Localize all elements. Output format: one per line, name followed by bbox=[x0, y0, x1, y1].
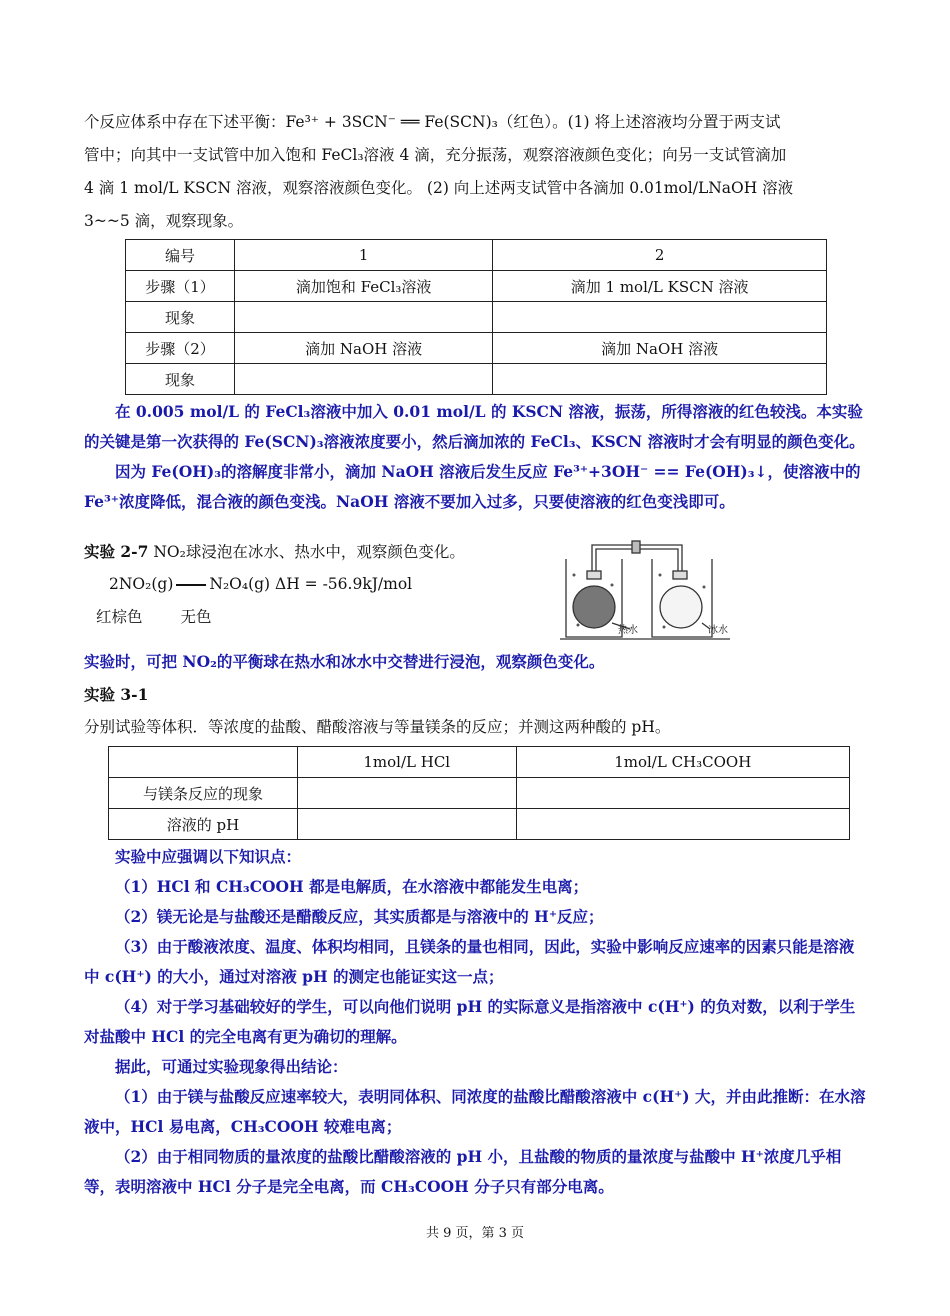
table-cell bbox=[493, 302, 827, 333]
color-labels bbox=[96, 601, 212, 634]
note-paragraph-2: 因为 Fe(OH)₃的溶解度非常小，滴加 NaOH 溶液后发生反应 Fe³⁺+3OH⁻ == Fe(OH)₃↓，使溶液中的 Fe³⁺浓度降低，混合液的颜色变浅。NaOH 溶液不要加入过多，只要使溶液的红色变浅即可。 bbox=[84, 462, 861, 511]
table-row bbox=[126, 240, 827, 271]
table-header-cell bbox=[109, 747, 298, 778]
table-cell: 步骤（1） bbox=[126, 271, 235, 302]
table-cell: 滴加 NaOH 溶液 bbox=[493, 333, 827, 364]
knowledge-line: 据此，可通过实验现象得出结论： bbox=[115, 1057, 348, 1076]
table-cell bbox=[516, 809, 850, 840]
table-cell: 步骤（2） bbox=[126, 333, 235, 364]
knowledge-line: （2）由于相同物质的量浓度的盐酸比醋酸溶液的 pH 小，且盐酸的物质的量浓度与盐酸中 H⁺浓度几乎相等，表明溶液中 HCl 分子是完全电离，而 CH₃COOH 分子只有部分电离。 bbox=[84, 1147, 842, 1196]
equation-left: 2NO₂(g) bbox=[109, 575, 174, 593]
experiment-text: NO₂球浸泡在冰水、热水中，观察颜色变化。 bbox=[153, 543, 465, 561]
intro-line-3: 4 滴 1 mol/L KSCN 溶液，观察溶液颜色变化。 (2) 向上述两支试管中各滴加 0.01mol/LNaOH 溶液 bbox=[84, 179, 794, 197]
knowledge-line: （3）由于酸液浓度、温度、体积均相同，且镁条的量也相同，因此，实验中影响反应速率的因素只能是溶液中 c(H⁺) 的大小，通过对溶液 pH 的测定也能证实这一点； bbox=[84, 937, 855, 986]
table-cell: 现象 bbox=[126, 302, 235, 333]
experiment-3-1-text: 分别试验等体积．等浓度的盐酸、醋酸溶液与等量镁条的反应；并测这两种酸的 pH。 bbox=[84, 718, 671, 736]
table-cell: 现象 bbox=[126, 364, 235, 395]
table-header-cell: 1 bbox=[235, 240, 493, 271]
intro-line-1: 个反应体系中存在下述平衡：Fe³⁺ + 3SCN⁻ ══ Fe(SCN)₃（红色）。(1) 将上述溶液均分置于两支试 bbox=[84, 113, 781, 131]
note-paragraph-1: 在 0.005 mol/L 的 FeCl₃溶液中加入 0.01 mol/L 的 KSCN 溶液，振荡，所得溶液的红色较浅。本实验的关键是第一次获得的 Fe(SCN)₃溶液浓度要小，然后滴加浓的 FeCl₃、KSCN 溶液时才会有明显的颜色变化。 bbox=[84, 402, 865, 451]
page-body bbox=[84, 0, 868, 1202]
knowledge-line: （2）镁无论是与盐酸还是醋酸反应，其实质都是与溶液中的 H⁺反应； bbox=[115, 907, 604, 926]
table-cell bbox=[493, 364, 827, 395]
table-cell bbox=[298, 809, 517, 840]
table-cell bbox=[298, 778, 517, 809]
experiment-2-7-note: 实验时，可把 NO₂的平衡球在热水和冰水中交替进行浸泡，观察颜色变化。 bbox=[84, 652, 605, 671]
page-footer: 共 9 页，第 3 页 bbox=[425, 1226, 525, 1241]
table-header-cell: 1mol/L HCl bbox=[298, 747, 517, 778]
table-cell: 滴加 1 mol/L KSCN 溶液 bbox=[493, 271, 827, 302]
intro-line-4: 3~~5 滴，观察现象。 bbox=[84, 212, 244, 230]
table-row bbox=[109, 809, 850, 840]
table-cell bbox=[235, 364, 493, 395]
knowledge-line: （4）对于学习基础较好的学生，可以向他们说明 pH 的实际意义是指溶液中 c(H⁺) 的负对数，以利于学生对盐酸中 HCl 的完全电离有更为确切的理解。 bbox=[84, 997, 856, 1046]
table-cell: 与镁条反应的现象 bbox=[109, 778, 298, 809]
table-header-cell: 编号 bbox=[126, 240, 235, 271]
table-row bbox=[109, 778, 850, 809]
table-cell: 溶液的 pH bbox=[109, 809, 298, 840]
knowledge-line: （1）HCl 和 CH₃COOH 都是电解质，在水溶液中都能发生电离； bbox=[115, 877, 589, 896]
equation-right: N₂O₄(g) ΔH = -56.9kJ/mol bbox=[209, 575, 413, 593]
color-right: 无色 bbox=[180, 608, 212, 626]
table-cell: 滴加饱和 FeCl₃溶液 bbox=[235, 271, 493, 302]
knowledge-points bbox=[84, 842, 868, 1202]
experiment-table-2 bbox=[108, 746, 850, 840]
knowledge-line: （1）由于镁与盐酸反应速率较大，表明同体积、同浓度的盐酸比醋酸溶液中 c(H⁺) 大，并由此推断：在水溶液中，HCl 易电离，CH₃COOH 较难电离； bbox=[84, 1087, 866, 1136]
color-left: 红棕色 bbox=[96, 608, 143, 626]
table-cell bbox=[235, 302, 493, 333]
experiment-2-7 bbox=[84, 535, 868, 645]
table-cell: 滴加 NaOH 溶液 bbox=[235, 333, 493, 364]
table-row bbox=[126, 364, 827, 395]
hot-water-label: 热水 bbox=[618, 625, 638, 636]
table-row bbox=[126, 271, 827, 302]
intro-line-2: 管中；向其中一支试管中加入饱和 FeCl₃溶液 4 滴，充分振荡，观察溶液颜色变化；向另一支试管滴加 bbox=[84, 146, 787, 164]
knowledge-line: 实验中应强调以下知识点： bbox=[115, 847, 302, 866]
experiment-3-1-label: 实验 3-1 bbox=[84, 685, 149, 704]
table-row bbox=[126, 302, 827, 333]
table-cell bbox=[516, 778, 850, 809]
no2-apparatus-illustration bbox=[560, 535, 730, 647]
experiment-table-1 bbox=[125, 239, 827, 395]
equilibrium-equation bbox=[109, 568, 412, 601]
experiment-label: 实验 2-7 bbox=[84, 542, 149, 561]
table-row bbox=[126, 333, 827, 364]
ice-water-label: 冰水 bbox=[708, 625, 728, 636]
table-header-cell: 1mol/L CH₃COOH bbox=[516, 747, 850, 778]
equilibrium-arrow-icon bbox=[176, 584, 206, 586]
table-header-cell: 2 bbox=[493, 240, 827, 271]
table-row bbox=[109, 747, 850, 778]
